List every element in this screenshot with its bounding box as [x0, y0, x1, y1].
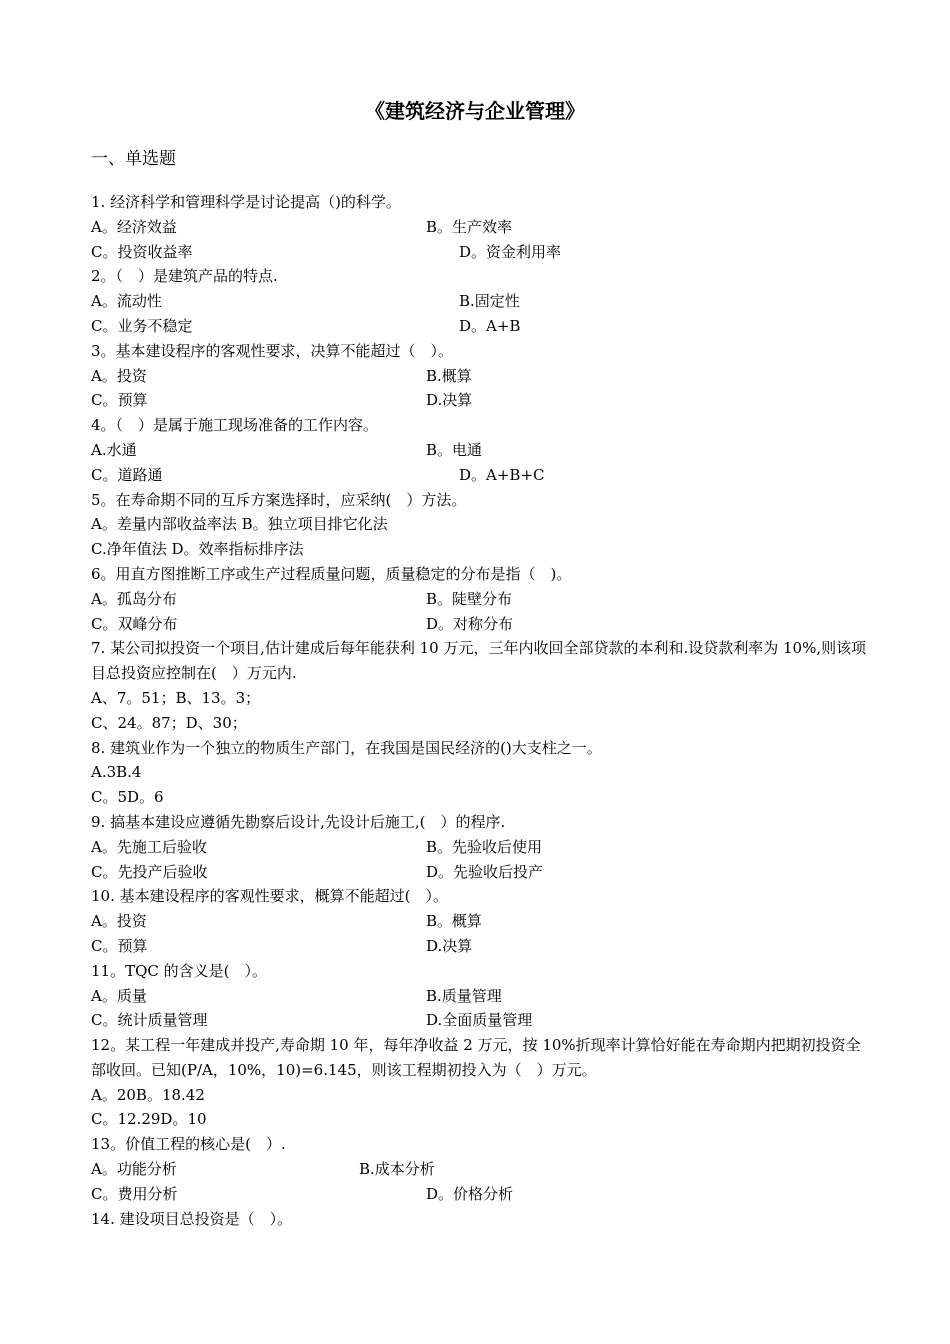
- options-row: [91, 388, 871, 413]
- options-row: [91, 438, 871, 463]
- option-d: D.决算: [426, 391, 473, 410]
- option-c: C。预算: [91, 391, 148, 410]
- question-4: 4。（ ）是属于施工现场准备的工作内容。: [91, 416, 379, 435]
- options-row: [91, 463, 871, 488]
- option-b: B.概算: [426, 366, 472, 385]
- options-row: [91, 860, 871, 885]
- option-d: D。资金利用率: [459, 242, 562, 261]
- options-row: [91, 240, 871, 265]
- option-b: B。概算: [426, 912, 483, 931]
- options-row: [91, 215, 871, 240]
- options-row-ab: A。20B。18.42: [91, 1085, 205, 1104]
- option-b: B。先验收后使用: [426, 837, 543, 856]
- question-1: 1. 经济科学和管理科学是讨论提高（)的科学。: [91, 193, 401, 211]
- option-a: A.水通: [91, 440, 137, 459]
- options-row: [91, 364, 871, 389]
- options-row-cd: C。12.29D。10: [91, 1110, 207, 1129]
- option-b: B.固定性: [459, 292, 520, 311]
- question-6: 6。用直方图推断工序或生产过程质量问题，质量稳定的分布是指（ )。: [91, 564, 572, 583]
- question-11: 11。TQC 的含义是( ）。: [91, 961, 267, 980]
- option-a: A。经济效益: [91, 217, 177, 236]
- option-c: C。先投产后验收: [91, 862, 208, 881]
- option-a: A。先施工后验收: [91, 837, 207, 856]
- options-row: [91, 587, 871, 612]
- option-d: D。A+B: [459, 316, 521, 335]
- option-c: C。预算: [91, 936, 148, 955]
- options-row-ab: A.3B.4: [91, 763, 142, 782]
- options-row: [91, 314, 871, 339]
- option-d: D.决算: [426, 936, 473, 955]
- options-row: [91, 984, 871, 1009]
- options-row: [91, 934, 871, 959]
- option-c: C。费用分析: [91, 1184, 178, 1203]
- option-b: B。生产效率: [426, 217, 513, 236]
- option-d: D。A+B+C: [459, 465, 545, 484]
- question-5: 5。在寿命期不同的互斥方案选择时，应采纳( ）方法。: [91, 490, 467, 509]
- option-a: A。孤岛分布: [91, 589, 177, 608]
- section-heading: 一、单选题: [91, 149, 176, 169]
- option-b: B.成本分析: [359, 1160, 435, 1179]
- options-row-cd: C、24。87；D、30；: [91, 713, 247, 732]
- options-row: [91, 289, 871, 314]
- document-title: 《建筑经济与企业管理》: [365, 99, 585, 123]
- options-row: [91, 1182, 871, 1207]
- question-8: 8. 建筑业作为一个独立的物质生产部门，在我国是国民经济的()大支柱之一。: [91, 738, 602, 757]
- option-b: B.质量管理: [426, 986, 502, 1005]
- option-a: A。流动性: [91, 292, 162, 311]
- option-c: C。道路通: [91, 465, 163, 484]
- option-b: B。电通: [426, 440, 483, 459]
- question-7: 7. 某公司拟投资一个项目,估计建成后每年能获利 10 万元，三年内收回全部贷款的本利和.设贷款利率为 10%,则该项目总投资应控制在( ）万元内.: [91, 639, 867, 683]
- options-row-cd: C。5D。6: [91, 788, 164, 807]
- options-row: [91, 1157, 871, 1182]
- options-row: [91, 612, 871, 637]
- options-row-ab: A、7。51；B、13。3；: [91, 688, 261, 707]
- option-d: D。对称分布: [426, 614, 514, 633]
- question-2: 2。（ ）是建筑产品的特点.: [91, 267, 278, 286]
- options-row: [91, 1008, 871, 1033]
- option-d: D。价格分析: [426, 1184, 514, 1203]
- question-12: 12。某工程一年建成并投产,寿命期 10 年，每年净收益 2 万元，按 10%折现率计算恰好能在寿命期内把期初投资全部收回。已知(P/A，10%，10)=6.145，则该工程期初投入为（ ）万元。: [91, 1036, 861, 1079]
- option-d: D.全面质量管理: [426, 1011, 533, 1030]
- option-c: C。投资收益率: [91, 242, 193, 261]
- question-10: 10. 基本建设程序的客观性要求，概算不能超过( ）。: [91, 887, 448, 906]
- option-a: A。功能分析: [91, 1160, 177, 1179]
- options-row: [91, 909, 871, 934]
- option-a: A。投资: [91, 366, 147, 385]
- option-c: C。业务不稳定: [91, 316, 193, 335]
- option-a: A。质量: [91, 986, 147, 1005]
- option-c: C。双峰分布: [91, 614, 178, 633]
- option-b: B。陡壁分布: [426, 589, 513, 608]
- option-a: A。投资: [91, 912, 147, 931]
- question-9: 9. 搞基本建设应遵循先勘察后设计,先设计后施工,( ）的程序.: [91, 812, 506, 831]
- option-d: D。先验收后投产: [426, 862, 544, 881]
- options-row-cd: C.净年值法 D。效率指标排序法: [91, 540, 304, 559]
- option-c: C。统计质量管理: [91, 1011, 208, 1030]
- question-list: [91, 190, 871, 1231]
- options-row: [91, 835, 871, 860]
- options-row-ab: A。差量内部收益率法 B。独立项目排它化法: [91, 515, 388, 534]
- question-13: 13。价值工程的核心是( ）.: [91, 1135, 286, 1154]
- question-3: 3。基本建设程序的客观性要求，决算不能超过（ ）。: [91, 341, 454, 360]
- question-14: 14. 建设项目总投资是（ ）。: [91, 1209, 293, 1228]
